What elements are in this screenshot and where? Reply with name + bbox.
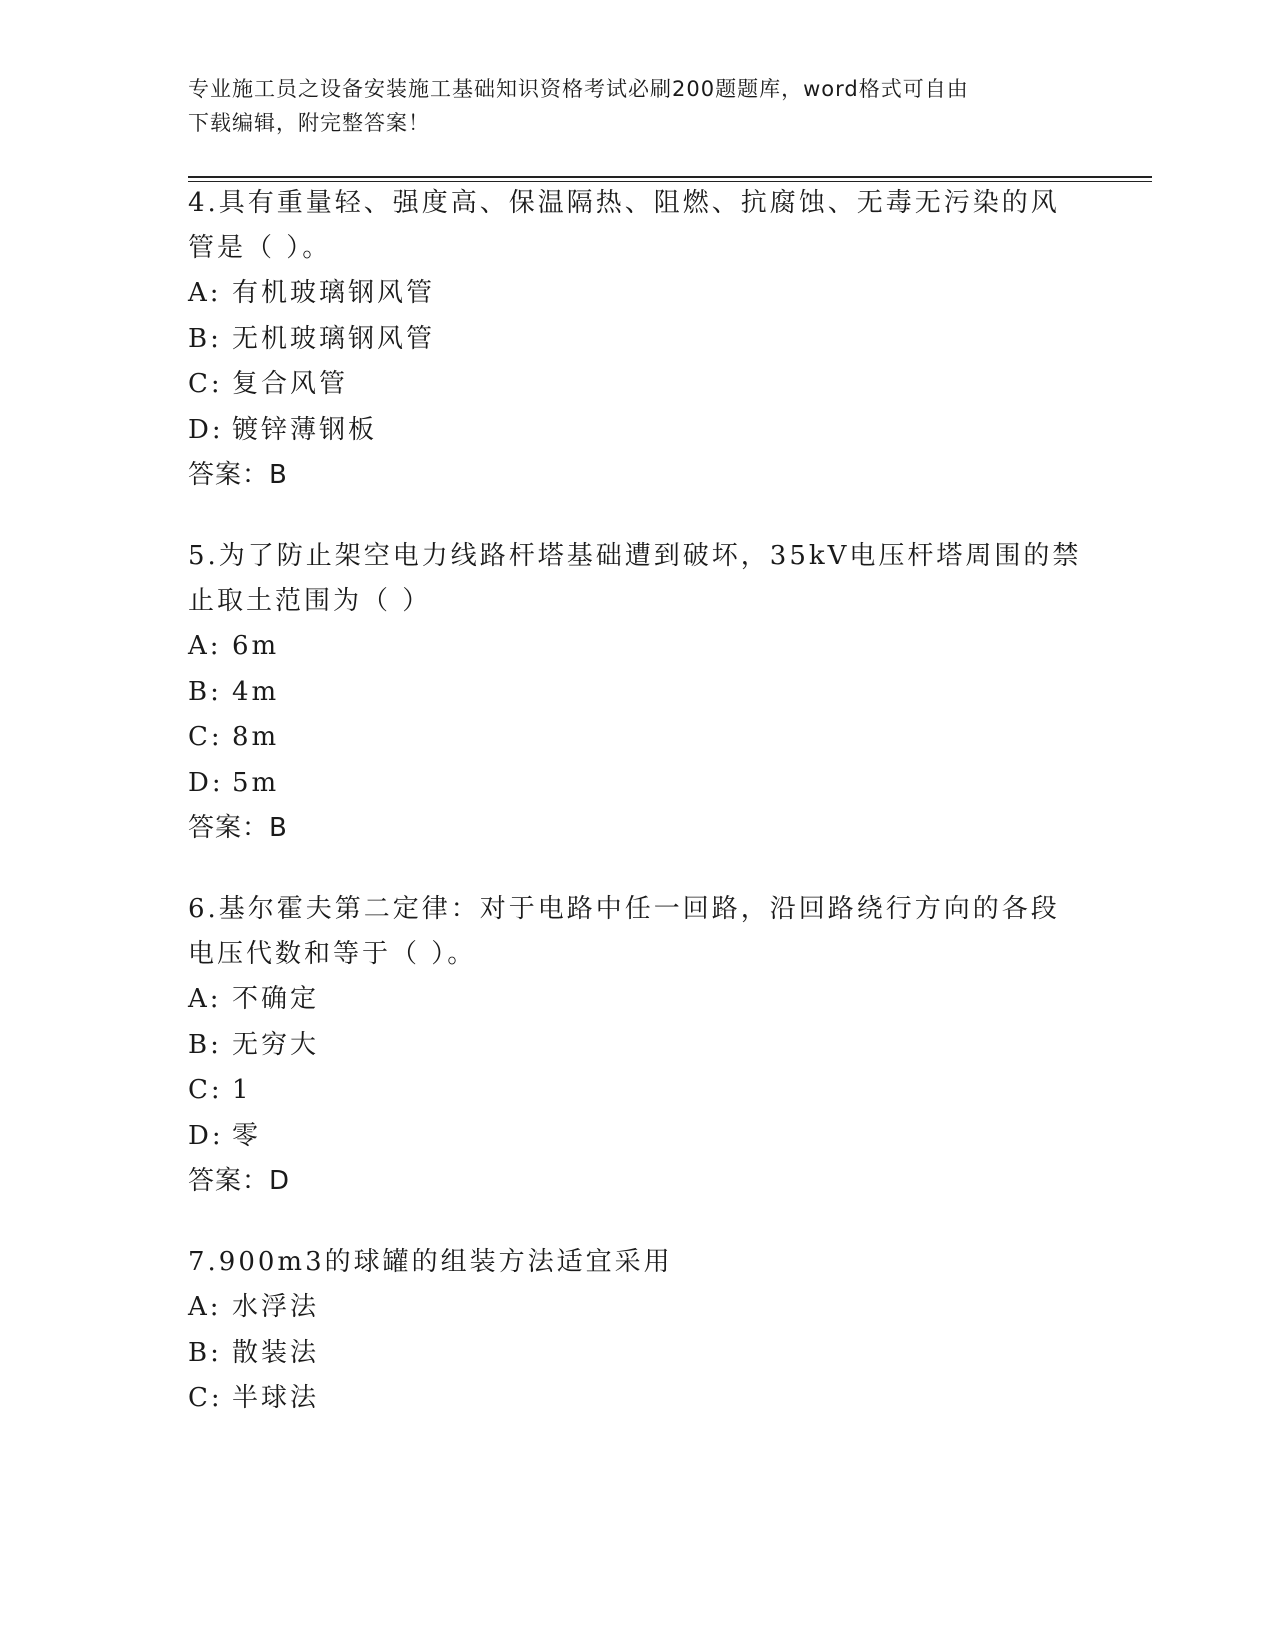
option-d [188,408,1088,454]
question-7 [188,1240,1088,1422]
question-stem-line-1: 5.为了防止架空电力线路杆塔基础遭到破坏，35kV电压杆塔周围的禁 [188,541,1082,571]
option-text: 复合风管 [232,369,349,399]
question-stem-line-2: 管是（ ）。 [188,233,332,263]
option-c [188,362,1088,408]
option-key: C: [188,722,223,752]
answer: 答案：B [188,460,288,490]
question-stem-line-2: 电压代数和等于（ ）。 [188,939,477,969]
option-key: A: [188,984,222,1014]
option-key: B: [188,1337,222,1368]
option-d [188,1114,1088,1160]
question-stem-line-1: 6.基尔霍夫第二定律：对于电路中任一回路，沿回路绕行方向的各段 [188,894,1060,924]
option-a [188,271,1088,317]
option-text: 散装法 [232,1337,320,1368]
answer: 答案：B [188,813,288,843]
option-text: 6m [232,631,280,661]
option-key: B: [188,323,222,354]
option-b [188,1331,1088,1377]
question-5 [188,534,1088,851]
option-b [188,670,1088,716]
question-stem-line-2: 止取土范围为（ ） [188,586,432,616]
option-key: B: [188,676,222,707]
option-key: D: [188,767,224,798]
option-a [188,977,1088,1023]
header-line-2: 下载编辑，附完整答案！ [188,111,430,135]
option-key: C: [188,1383,223,1413]
option-text: 无机玻璃钢风管 [232,323,436,354]
option-text: 1 [232,1075,252,1105]
option-text: 无穷大 [232,1029,320,1060]
answer: 答案：D [188,1166,291,1196]
question-stem [188,534,1088,624]
question-stem [188,181,1088,271]
option-c [188,1376,1088,1422]
option-key: D: [188,414,224,445]
option-key: C: [188,369,223,399]
option-text: 4m [232,676,280,707]
option-key: C: [188,1075,223,1105]
option-key: A: [188,631,222,661]
header-line-1: 专业施工员之设备安装施工基础知识资格考试必刷200题题库，word格式可自由 [188,77,969,101]
question-6 [188,887,1088,1204]
question-stem [188,887,1088,977]
option-a [188,1285,1088,1331]
option-key: D: [188,1120,224,1151]
question-stem-line-1: 4.具有重量轻、强度高、保温隔热、阻燃、抗腐蚀、无毒无污染的风 [188,188,1060,218]
option-key: A: [188,278,222,308]
option-key: B: [188,1029,222,1060]
option-c [188,715,1088,761]
option-text: 零 [232,1120,262,1151]
option-key: A: [188,1292,222,1322]
question-4 [188,181,1088,498]
document-header [188,72,1088,140]
option-text: 不确定 [232,984,320,1014]
option-text: 半球法 [232,1383,320,1413]
option-text: 有机玻璃钢风管 [232,278,436,308]
option-text: 水浮法 [232,1292,320,1322]
header-divider-thick [188,176,1152,178]
option-text: 8m [232,722,280,752]
option-b [188,1023,1088,1069]
option-text: 5m [232,767,280,798]
option-c [188,1068,1088,1114]
question-stem-line-1: 7.900m3的球罐的组装方法适宜采用 [188,1247,673,1277]
question-stem [188,1240,1088,1285]
option-d [188,761,1088,807]
option-text: 镀锌薄钢板 [232,414,378,445]
option-b [188,317,1088,363]
option-a [188,624,1088,670]
